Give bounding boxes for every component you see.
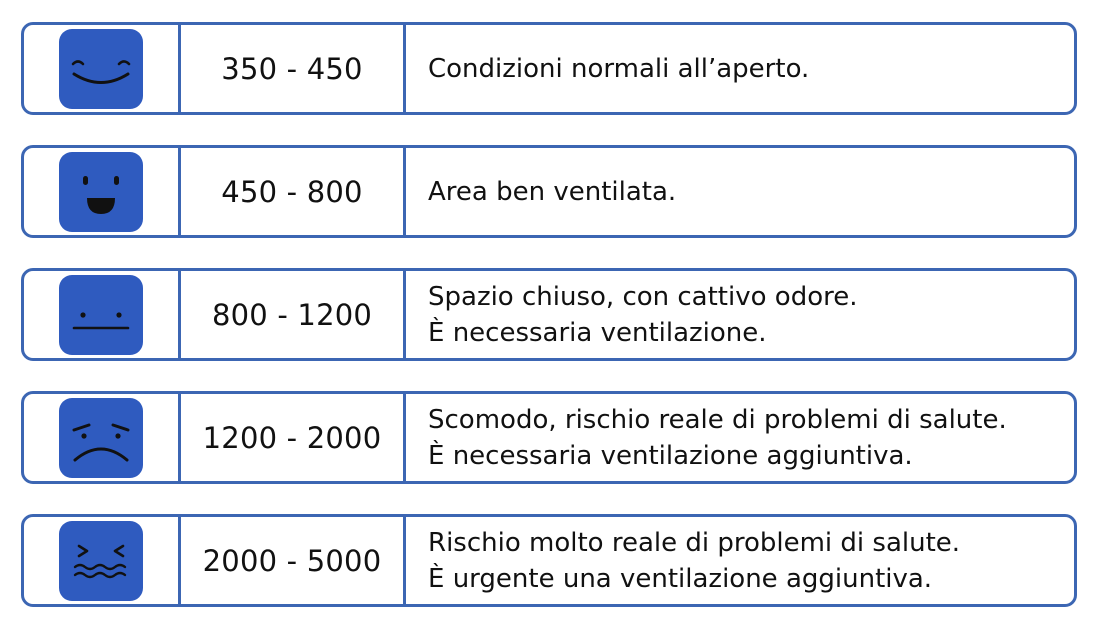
co2-level-row [21, 145, 1077, 238]
ppm-range: 2000 - 5000 [202, 543, 382, 578]
ppm-range: 350 - 450 [221, 51, 363, 86]
co2-level-row [21, 391, 1077, 484]
co2-level-row [21, 514, 1077, 607]
column-divider [403, 148, 406, 235]
description [428, 148, 1064, 235]
sick-face-icon [59, 521, 143, 601]
description [428, 517, 1064, 604]
description-line: Rischio molto reale di problemi di salute. [428, 527, 961, 558]
co2-level-row [21, 22, 1077, 115]
neutral-face-icon [59, 275, 143, 355]
icon-cell [24, 517, 178, 604]
column-divider [403, 517, 406, 604]
description-line: È necessaria ventilazione aggiuntiva. [428, 440, 913, 471]
description-line: Condizioni normali all’aperto. [428, 53, 810, 84]
description-line: Scomodo, rischio reale di problemi di salute. [428, 404, 1007, 435]
column-divider [403, 394, 406, 481]
icon-cell [24, 25, 178, 112]
description-line: Spazio chiuso, con cattivo odore. [428, 281, 858, 312]
ppm-range: 800 - 1200 [211, 297, 373, 332]
icon-cell [24, 148, 178, 235]
column-divider [403, 25, 406, 112]
column-divider [403, 271, 406, 358]
description-line: Area ben ventilata. [428, 176, 677, 207]
icon-cell [24, 394, 178, 481]
worried-face-icon [59, 398, 143, 478]
happy-smile-icon [59, 29, 143, 109]
happy-open-mouth-icon [59, 152, 143, 232]
icon-cell [24, 271, 178, 358]
description-line: È urgente una ventilazione aggiuntiva. [428, 563, 933, 594]
description [428, 25, 1064, 112]
description [428, 394, 1064, 481]
co2-level-row [21, 268, 1077, 361]
description-line: È necessaria ventilazione. [428, 317, 767, 348]
description [428, 271, 1064, 358]
ppm-range: 1200 - 2000 [202, 420, 382, 455]
ppm-range: 450 - 800 [221, 174, 363, 209]
